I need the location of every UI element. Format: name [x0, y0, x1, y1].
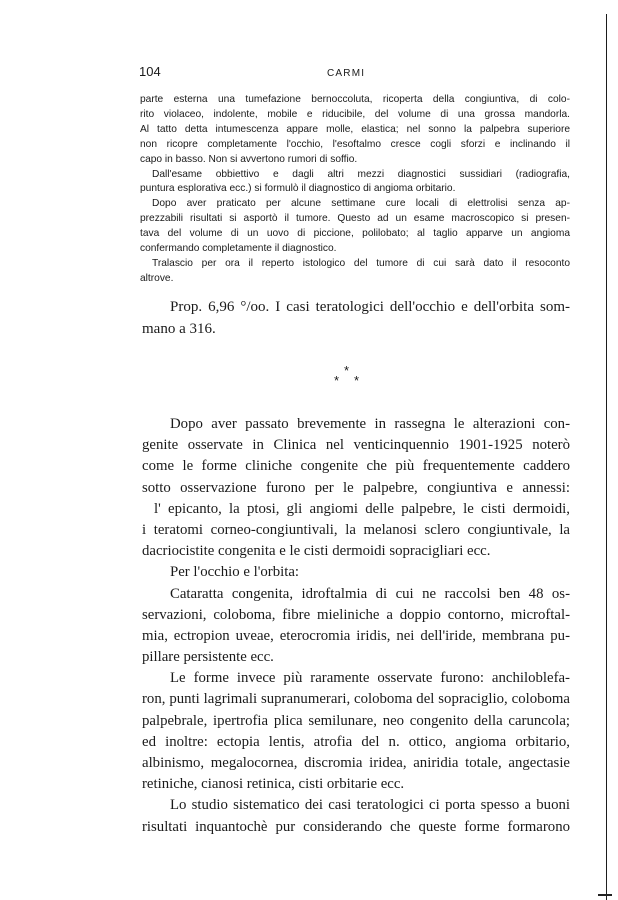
text-line: palpebrale, ipertrofia plica semilunare, neo congenito della caruncola;: [142, 712, 570, 729]
section-divider-asterism: [333, 364, 363, 390]
text-line: l' epicanto, la ptosi, gli angiomi delle palpebre, le cisti dermoidi,: [154, 500, 570, 517]
text-line: puntura esplorativa ecc.) si formulò il diagnostico di angioma orbitario.: [140, 183, 456, 195]
text-line: albinismo, megalocornea, discromia iridea, aniridia totale, angectasie: [142, 755, 570, 771]
main-body-text: [142, 414, 570, 838]
text-line: retiniche, cianosi retinica, cisti orbitarie ecc.: [142, 776, 405, 793]
text-line: Le forme invece più raramente osservate furono: anchiloblefa-: [170, 670, 570, 687]
page-number: 104: [139, 64, 161, 79]
text-line: ed inoltre: ectopia lentis, atrofia del n. ottico, angioma orbitario,: [142, 733, 570, 750]
page-edge-mark: [598, 894, 612, 896]
text-line: altrove.: [140, 272, 174, 284]
text-line: come le forme cliniche congenite che più frequentemente caddero: [142, 458, 570, 475]
case-note-paragraph-3: [140, 197, 570, 257]
text-line: tava del volume di un uovo di piccione, polilobato; al taglio apparve un angioma: [140, 228, 570, 240]
text-line: mano a 316.: [142, 321, 216, 337]
text-line: sotto osservazione furono per le palpebre, congiuntiva e annessi:: [142, 479, 570, 496]
asterisk-right: *: [354, 373, 360, 388]
case-note-paragraph-2: [140, 168, 570, 198]
text-line: non ricopre completamente l'occhio, l'esoftalmo cresce cogli sforzi e inclinando il: [140, 138, 570, 150]
text-line: Prop. 6,96 °/oo. I casi teratologici dell'occhio e dell'orbita som-: [170, 299, 570, 315]
text-line: rito violaceo, indolente, mobile e riducibile, del volume di una grossa mandorla.: [140, 108, 570, 120]
text-line: capo in basso. Non si avvertono rumori di soffio.: [140, 153, 358, 165]
text-line: Cataratta congenita, idroftalmia di cui ne raccolsi ben 48 os-: [170, 585, 570, 602]
text-line: Tralascio per ora il reperto istologico del tumore di cui sarà dato il resoconto: [152, 257, 570, 269]
asterisk-top: *: [344, 363, 350, 378]
text-line: parte esterna una tumefazione bernoccoluta, ricoperta della congiuntiva, di colo-: [140, 94, 570, 105]
proposition-paragraph: [142, 296, 570, 340]
text-line: Dopo aver passato brevemente in rassegna le alterazioni con-: [170, 416, 570, 432]
text-line: Lo studio sistematico dei casi teratologici ci porta spesso a buoni: [170, 797, 570, 814]
text-line: i teratomi corneo-congiuntivali, la melanosi sclero congiuntivale, la: [142, 521, 570, 538]
text-line: confermando completamente il diagnostico.: [140, 242, 337, 254]
text-line: dacriocistite congenita e le cisti dermoidi sopracigliari ecc.: [142, 543, 491, 560]
text-line: pillare persistente ecc.: [142, 649, 274, 666]
text-line: ron, punti lagrimali supranumerari, coloboma del sopraciglio, coloboma: [142, 691, 570, 708]
asterisk-left: *: [334, 373, 340, 388]
text-line: Dall'esame obbiettivo e dagli altri mezzi diagnostici sussidiari (radiografia,: [152, 168, 570, 180]
text-line: Al tatto detta intumescenza appare molle, elastica; nel sonno la palpebra superiore: [140, 123, 570, 135]
text-line: genite osservate in Clinica nel venticinquennio 1901-1925 noterò: [142, 437, 570, 454]
text-line: Dopo aver praticato per alcune settimane cure locali di elettrolisi senza ap-: [152, 198, 570, 210]
text-line: Per l'occhio e l'orbita:: [170, 564, 300, 581]
text-line: servazioni, coloboma, fibre mieliniche a doppio contorno, microftal-: [142, 606, 570, 623]
page-edge-line: [606, 14, 607, 900]
text-line: mia, ectropion uveae, eterocromia iridis, nei dell'iride, membrana pu-: [142, 627, 570, 644]
running-title: CARMI: [327, 68, 366, 79]
case-note-paragraph-1: [140, 93, 570, 167]
text-line: prezzabili risultati si asportò il tumore. Questo ad un esame macroscopico si presen-: [140, 213, 570, 225]
text-line: risultati inquantochè pur considerando che queste forme formarono: [142, 818, 570, 835]
case-note-paragraph-4: [140, 257, 570, 287]
